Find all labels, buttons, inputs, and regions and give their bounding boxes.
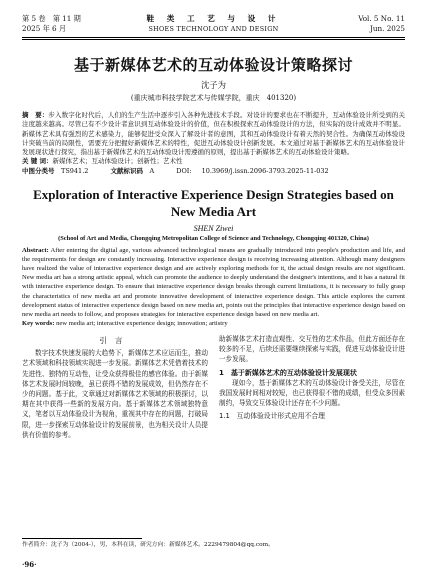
date-cn: 2025 年 6 月 — [22, 24, 67, 33]
volume-issue-cn: 第 5 卷 第 11 期 — [22, 14, 81, 23]
intro-heading: 引言 — [99, 335, 131, 345]
abstract-cn — [22, 111, 405, 157]
abstract-en-text: After entering the digital age, various advanced technological means are gradually introduced into people's production and life, and the requirements for design are constantly increasing. Interactive experience design is receiving increasing attention. Although many designers have realized the value of interactive experience design and are actively exploring methods for it, the actual design results are not significant. New media art has a strong artistic appeal, which can promote the audience to deeply understand the designer's intentions, and it has a natural fit with interactive experience design. To ensure that interactive experience design breaks through current limitations, it is necessary to fully grasp the characteristics of new media art and promote innovative development of interactive experience design. This article explores the current development status of interactive experience design based on new media art, points out the principles that interactive experience design based on new media art needs to follow, and proposes strategies for interactive experience design based on new media art. — [22, 247, 405, 318]
title-en: Exploration of Interactive Experience Design Strategies based on New Media Art — [33, 187, 394, 220]
author-cn: 沈子为 — [200, 80, 227, 90]
header-center — [112, 14, 315, 34]
class-value: TS941.2 — [61, 166, 89, 175]
affiliation-cn: (重庆城市科技学院艺术与传媒学院，重庆 401320) — [130, 94, 297, 102]
title-cn: 基于新媒体艺术的互动体验设计策略探讨 — [73, 56, 353, 74]
header-left — [22, 14, 112, 34]
affiliation-en: (School of Art and Media, Chongqing Metropolitan College of Science and Technology, Chongqing 401320, China) — [58, 235, 369, 243]
doc-value: A — [149, 166, 155, 175]
keywords-cn-text: 新媒体艺术；互动体验设计；创新性；艺术性 — [52, 157, 183, 166]
doi-label: DOI: — [176, 166, 192, 175]
author-footnote — [22, 538, 405, 549]
doi-value: 10.3969/j.issn.2096-3793.2025-11-032 — [201, 166, 329, 175]
header-rule-thin — [22, 39, 405, 40]
keywords-en-label: Key words: — [22, 319, 55, 327]
footnote-text: 作者简介：沈子为（2004-），男，本科在读，研究方向：新媒体艺术。2229479804@qq.com。 — [22, 542, 274, 548]
keywords-cn-label: 关 键 词： — [22, 157, 53, 166]
date-en: Jun. 2025 — [369, 24, 405, 33]
right-column-paragraph: 助新媒体艺术打造直观性、交互性的艺术作品，但此方面还存在较多的不足，后续还需要继续探索与实践，促进互动体验设计进一步发展。 — [219, 334, 405, 364]
doc-group — [110, 167, 164, 175]
left-column-paragraph: 数字技术快速发展的大趋势下，新媒体艺术应运而生，推动艺术领域和科技领域实现进一步发展。新媒体艺术凭借着技术的先进性、独特的互动性，让受众获得极佳的感官体验。由于新媒体艺术发展时间较晚，虽已获得不错的发展成效，但仍然存在不少的问题。基于此，文章通过对新媒体艺术领域的积极探讨，以期在其中获得一些新的发展方向。基于新媒体艺术领域独特意义，笔者以互动体验设计为视角，重视其中存在的问题，打破局限，进一步探索互动体验设计的发展前景，也为相关设计人员提供有价值的参考。 — [22, 349, 208, 439]
keywords-cn — [22, 157, 405, 166]
body-columns — [22, 334, 405, 440]
class-label: 中图分类号 — [22, 166, 55, 175]
abstract-en — [22, 246, 405, 319]
abstract-cn-text: 步入数字化时代后，人们的生产生活中逐步引入各种先进技术手段。对设计的要求也在不断提升，互动体验设计所受到的关注度越来越高。尽管已有不少设计者意识到互动体验设计的价值，但在积极探索互动体验设计的方法，但实际的设计成效并不明显。新媒体艺术具有强烈的艺术感染力，能够促进受众深入了解设计者的意图，其和互动体验设计有着天然的契合性。为确保互动体验设计突破当前的局限性，需要充分把握好新媒体艺术的特性，促进互动体验设计创新发展。本文通过对基于新媒体艺术的互动体验设计发展现状进行探究，指出基于新媒体艺术的互动体验设计需遵循的原则，提出基于新媒体艺术的互动体验设计策略。 — [22, 111, 406, 157]
abstract-en-label: Abstract: — [22, 247, 49, 255]
doi-group — [176, 167, 338, 175]
keywords-en — [22, 319, 405, 328]
author-en: SHEN Ziwei — [193, 224, 234, 234]
section-1-1-heading: 1.1 互动体验设计形式应用不合理 — [219, 412, 325, 421]
class-group — [22, 167, 98, 175]
right-column — [219, 334, 405, 440]
page-number: ·96· — [22, 560, 37, 569]
journal-name-en: SHOES TECHNOLOGY AND DESIGN — [148, 25, 279, 33]
left-column — [22, 334, 208, 440]
section-1-paragraph: 现如今，基于新媒体艺术的互动体验设计备受关注，尽管在我国发展时间相对较短，也已获得很不错的成绩，但受众多因素制约，导致交互体验设计还存在不少问题。 — [219, 378, 405, 408]
journal-name-cn: 鞋 类 工 艺 与 设 计 — [146, 14, 281, 23]
header-right — [315, 14, 405, 34]
abstract-cn-label: 摘 要： — [22, 111, 49, 119]
doc-label: 文献标识码 — [110, 166, 143, 175]
volume-issue-en: Vol. 5 No. 11 — [358, 14, 405, 23]
header-rule — [22, 37, 405, 38]
section-1-heading: 1 基于新媒体艺术的互动体验设计发展现状 — [219, 368, 357, 377]
journal-header — [22, 0, 405, 34]
keywords-en-text: new media art; interactive experience design; innovation; artistry — [56, 319, 228, 327]
footnote-rule — [22, 538, 142, 539]
classification-row — [22, 167, 405, 176]
